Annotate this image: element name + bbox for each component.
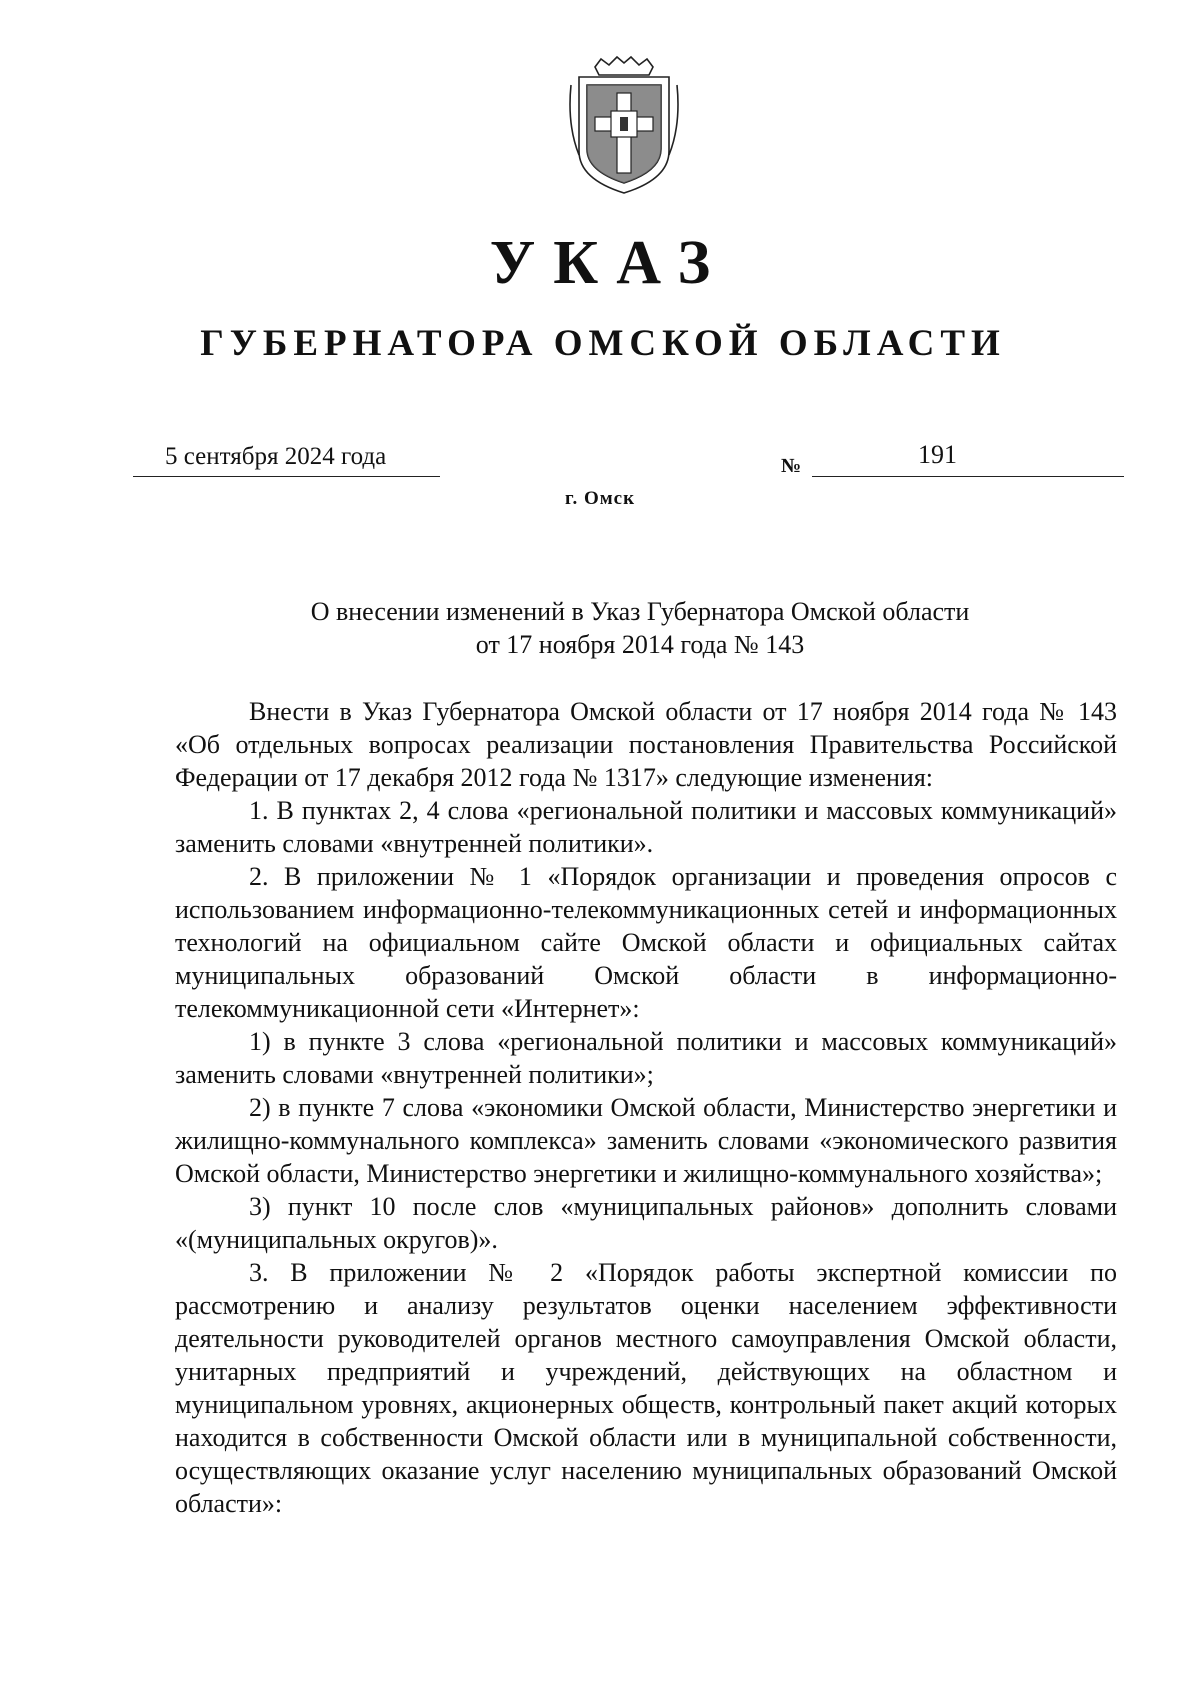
- paragraph-item-2: 2. В приложении № 1 «Порядок организации и проведения опросов с использованием информационно-телекоммуникационных сетей и информационных технологий на официальном сайте Омской области и официальных сайтах муниципальных образований Омской области в информационно-телекоммуникационной сети «Интернет»:: [175, 862, 1117, 1023]
- document-subtitle: ГУБЕРНАТОРА ОМСКОЙ ОБЛАСТИ: [200, 323, 1006, 364]
- paragraph-subitem-2: 2) в пункте 7 слова «экономики Омской области, Министерство энергетики и жилищно-коммунального комплекса» заменить словами «экономического развития Омской области, Министерство энергетики и жилищно-коммунального хозяйства»;: [175, 1093, 1117, 1188]
- document-heading: [170, 595, 1110, 661]
- city-label: г. Омск: [564, 488, 636, 509]
- number-sign: №: [781, 455, 802, 477]
- number-field: [812, 442, 1124, 477]
- coat-of-arms-icon: [565, 55, 683, 197]
- document-date: 5 сентября 2024 года: [165, 443, 387, 470]
- paragraph-subitem-1: 1) в пункте 3 слова «региональной политики и массовых коммуникаций» заменить словами «внутренней политики»;: [175, 1027, 1117, 1089]
- paragraph-item-3: 3. В приложении № 2 «Порядок работы экспертной комиссии по рассмотрению и анализу результатов оценки населением эффективности деятельности руководителей органов местного самоуправления Омской области, унитарных предприятий и учреждений, действующих на областном и муниципальном уровнях, акционерных обществ, контрольный пакет акций которых находится в собственности Омской области или в муниципальной собственности, осуществляющих оказание услуг населению муниципальных образований Омской области»:: [175, 1258, 1117, 1518]
- document-number: 191: [918, 440, 957, 469]
- heading-line-1: О внесении изменений в Указ Губернатора Омской области: [310, 597, 970, 626]
- date-field: [133, 442, 440, 477]
- document-title: УКАЗ: [489, 229, 729, 297]
- heading-line-2: от 17 ноября 2014 года № 143: [475, 630, 805, 659]
- document-body: [175, 695, 1117, 1520]
- paragraph-subitem-3: 3) пункт 10 после слов «муниципальных районов» дополнить словами «(муниципальных округов)».: [175, 1192, 1117, 1254]
- paragraph-intro: Внести в Указ Губернатора Омской области от 17 ноября 2014 года № 143 «Об отдельных вопросах реализации постановления Правительства Российской Федерации от 17 декабря 2012 года № 1317» следующие изменения:: [175, 697, 1117, 792]
- paragraph-item-1: 1. В пунктах 2, 4 слова «региональной политики и массовых коммуникаций» заменить словами «внутренней политики».: [175, 796, 1117, 858]
